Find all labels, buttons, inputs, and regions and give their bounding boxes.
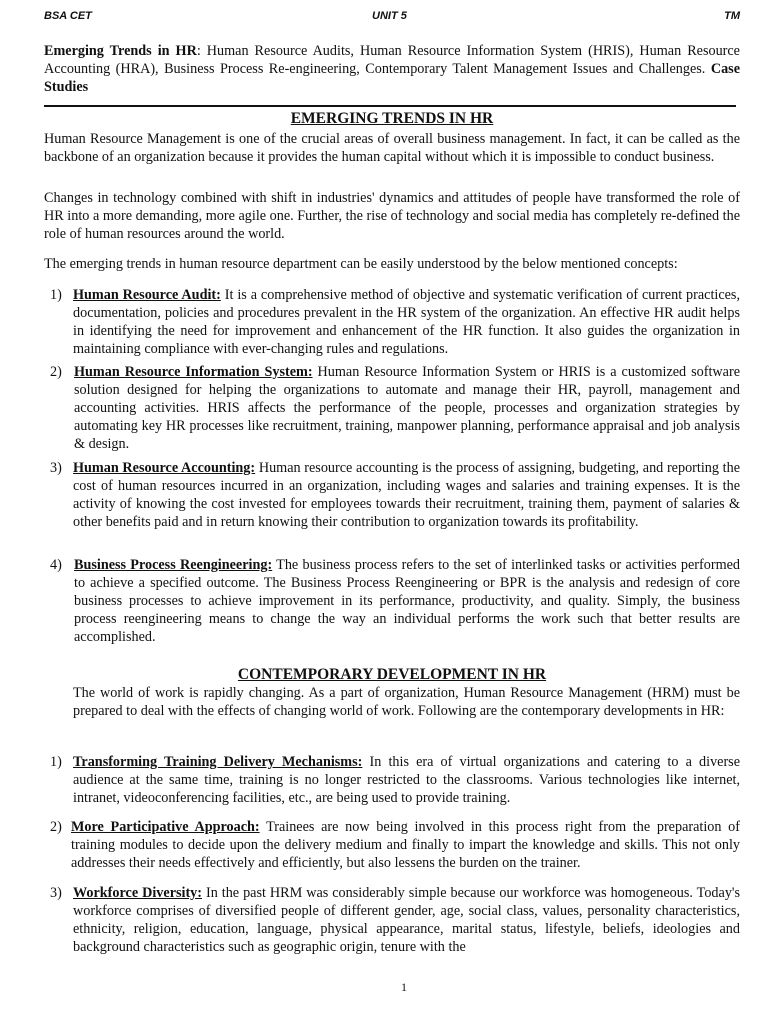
header-course: BSA CET (44, 10, 92, 22)
paragraph-3: The emerging trends in human resource department can be easily understood by the below mentioned concepts: (44, 256, 678, 272)
page-header (44, 10, 740, 26)
page-number: 1 (401, 980, 407, 994)
intro-text: : Human Resource Audits, Human Resource Information System (HRIS), Human Resource Accounting (HRA), Business Process Re-engineering, Contemporary Talent Management Issues and Challenges. (44, 43, 740, 77)
term-workforce-diversity: Workforce Diversity: (73, 885, 202, 901)
list-number: 3) (50, 885, 62, 901)
list-number: 1) (50, 287, 62, 303)
list-number: 3) (50, 460, 62, 476)
intro-tail: Case Studies (44, 61, 740, 95)
item-text: In this era of virtual organizations and catering to a diverse audience at the same time, training is no longer restricted to the classrooms. Various technologies like internet, intranet, videoconferencing facilities, etc., are being used to provide training. (73, 754, 740, 806)
paragraph-contemporary: The world of work is rapidly changing. As a part of organization, Human Resource Management (HRM) must be prepared to deal with the effects of changing world of work. Following are the contemporary developments in HR: (73, 685, 740, 719)
list-item (44, 556, 740, 646)
paragraph-2: Changes in technology combined with shift in industries' dynamics and attitudes of people have transformed the role of HR into a more demanding, more agile one. Further, the rise of technology and social media has completely re-defined the role of human resources around the world. (44, 190, 740, 242)
section-title-emerging-trends: EMERGING TRENDS IN HR (290, 110, 494, 127)
list-item (44, 818, 740, 872)
term-hr-audit: Human Resource Audit: (73, 287, 221, 303)
header-divider (44, 105, 736, 107)
item-text: In the past HRM was considerably simple because our workforce was homogeneous. Today's workforce comprises of diversified people of different gender, age, social class, values, personality characteristics, ethnicity, religion, education, language, physical appearance, marital status, lifestyle, beliefs, ideologies and background characteristics such as geographic origin, tenure with the (73, 885, 740, 955)
list-item (44, 363, 740, 453)
list-item (44, 459, 740, 531)
item-text: Human resource accounting is the process of assigning, budgeting, and reporting the cost of human resources incurred in an organization, including wages and salaries and training expenses. It is the activity of knowing the cost invested for employees towards their recruitment, training them, payment of salaries & other benefits paid and in return knowing their contribution to organization towards its profitability. (73, 460, 740, 530)
term-bpr: Business Process Reengineering: (74, 557, 273, 573)
list-number: 4) (50, 557, 62, 573)
list-number: 2) (50, 819, 62, 835)
section-title-contemporary-development: CONTEMPORARY DEVELOPMENT IN HR (237, 666, 547, 683)
item-text: Trainees are now being involved in this process right from the preparation of training modules to decide upon the delivery medium and finally to impart the knowledge and skills. This not only addresses their needs effectively and efficiently, but also lessens the burden on the trainer. (71, 819, 740, 871)
term-participative-approach: More Participative Approach: (71, 819, 260, 835)
list-item (44, 753, 740, 807)
list-item (44, 286, 740, 358)
item-text: Human Resource Information System or HRIS is a customized software solution designed for helping the organizations to automate and manage their HR, payroll, management and accounting activities. HRIS affects the performance of the people, processes and organization strategies by automating key HR processes like recruitment, training, manpower planning, performance appraisal and job analysis & design. (74, 364, 740, 452)
term-hris: Human Resource Information System: (74, 364, 313, 380)
term-hr-accounting: Human Resource Accounting: (73, 460, 256, 476)
term-training-delivery: Transforming Training Delivery Mechanisms: (73, 754, 363, 770)
unit-intro (44, 42, 740, 96)
header-initials: TM (724, 10, 740, 22)
item-text: The business process refers to the set of interlinked tasks or activities performed to achieve a specified outcome. The Business Process Reengineering or BPR is the analysis and redesign of core business processes to achieve improvement in its performance, productivity, and quality. Simply, the business process reengineering means to change the way an individual performs the work such that better results are accomplished. (74, 557, 741, 645)
paragraph-1: Human Resource Management is one of the crucial areas of overall business management. In fact, it can be called as the backbone of an organization because it provides the human capital without which it is impossible to conduct business. (44, 131, 740, 165)
header-unit: UNIT 5 (372, 10, 407, 22)
item-text: It is a comprehensive method of objective and systematic verification of current practices, documentation, policies and procedures prevalent in the HR system of the organization. An effective HR audit helps in identifying the need for improvement and enhancement of the HR function. It also guides the organization in maintaining compliance with ever-changing rules and regulations. (73, 287, 741, 357)
list-number: 2) (50, 364, 62, 380)
intro-lead: Emerging Trends in HR (44, 43, 197, 59)
list-number: 1) (50, 754, 62, 770)
list-item (44, 884, 740, 956)
